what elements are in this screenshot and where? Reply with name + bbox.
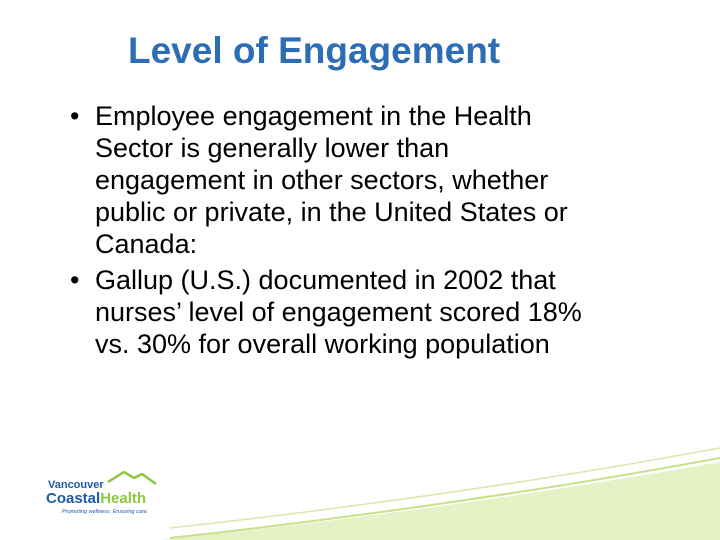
mountain-icon	[108, 472, 156, 484]
bullet-line: vs. 30% for overall working population	[95, 329, 550, 359]
bullet-line: Canada:	[95, 229, 198, 259]
bullet-line: nurses’ level of engagement scored 18%	[95, 297, 582, 327]
logo-coastal: Coastal	[46, 490, 101, 507]
logo-health: Health	[100, 490, 147, 507]
bullet-dot: •	[70, 265, 80, 295]
bullet-item	[70, 100, 700, 260]
vch-logo	[46, 470, 166, 518]
bullet-list	[70, 100, 700, 360]
logo-tagline: Promoting wellness. Ensuring care.	[62, 509, 149, 515]
logo-line1: Vancouver	[48, 479, 104, 491]
slide-title: Level of Engagement	[128, 30, 501, 71]
bullet-line: engagement in other sectors, whether	[95, 165, 549, 195]
svg-text:CoastalHealth	[46, 490, 146, 507]
bullet-line: public or private, in the United States or	[95, 197, 568, 227]
bullet-line: Gallup (U.S.) documented in 2002 that	[95, 265, 556, 295]
bullet-dot: •	[70, 101, 80, 131]
bullet-item	[70, 264, 700, 360]
bullet-line: Sector is generally lower than	[95, 133, 450, 163]
bullet-line: Employee engagement in the Health	[95, 101, 532, 131]
